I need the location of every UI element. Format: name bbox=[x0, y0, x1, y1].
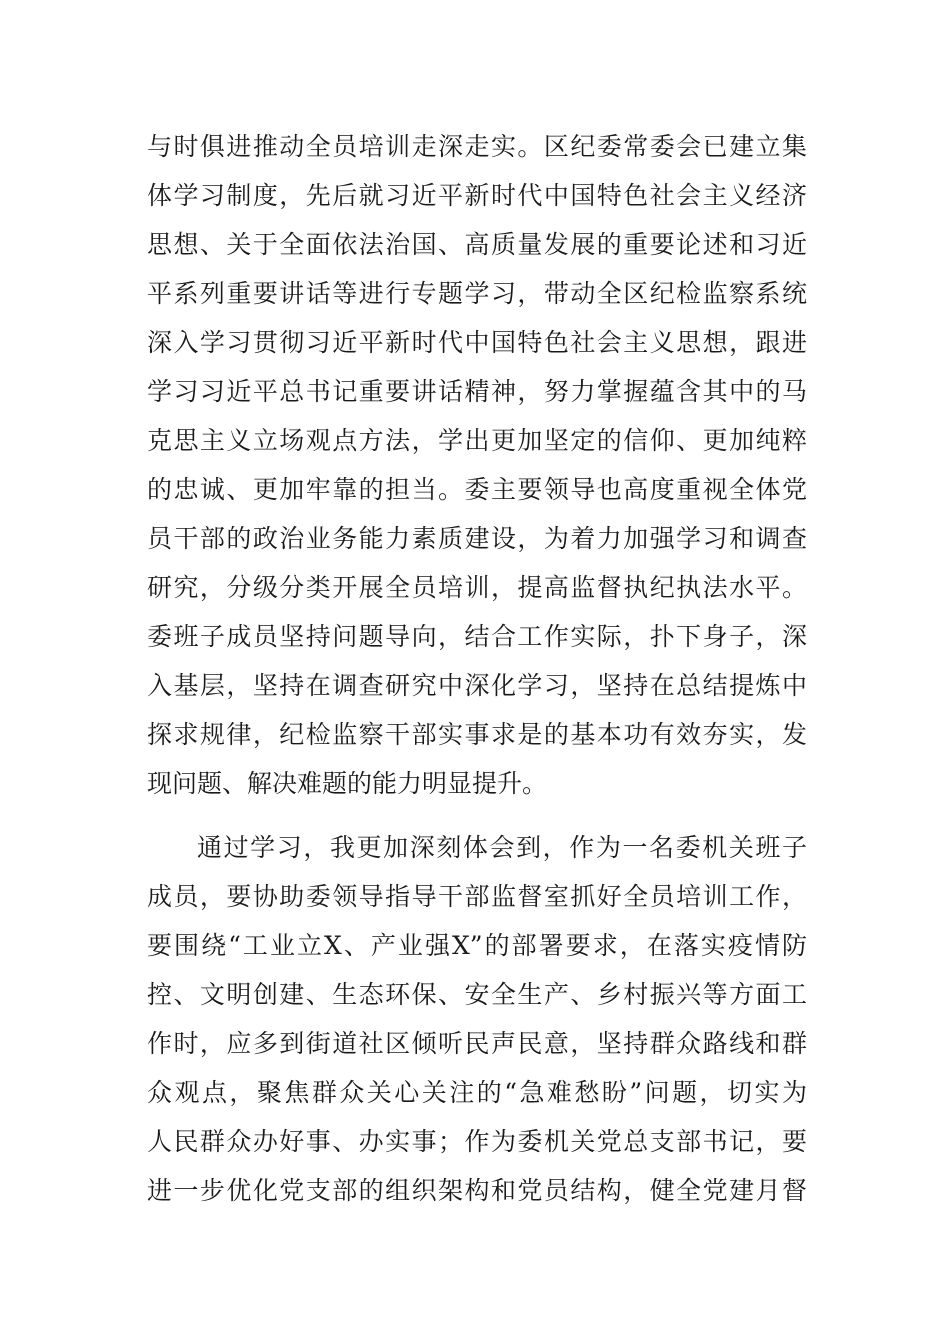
paragraph-1-line-11: 委班子成员坚持问题导向，结合工作实际，扑下身子，深 bbox=[147, 622, 807, 651]
paragraph-2-line-4: 控、文明创建、生态环保、安全生产、乡村振兴等方面工 bbox=[147, 980, 807, 1009]
paragraph-1-line-1: 与时俱进推动全员培训走深走实。区纪委常委会已建立集 bbox=[147, 132, 807, 161]
paragraph-2-line-3: 要围绕“工业立X、产业强X”的部署要求，在落实疫情防 bbox=[147, 931, 807, 960]
paragraph-1-line-8: 的忠诚、更加牢靠的担当。委主要领导也高度重视全体党 bbox=[147, 475, 807, 504]
paragraph-1-line-13: 探求规律，纪检监察干部实事求是的基本功有效夯实，发 bbox=[147, 720, 807, 749]
paragraph-1-line-12: 入基层，坚持在调查研究中深化学习，坚持在总结提炼中 bbox=[147, 671, 807, 700]
paragraph-2-line-7: 人民群众办好事、办实事；作为委机关党总支部书记，要 bbox=[147, 1127, 807, 1156]
paragraph-2-line-2: 成员，要协助委领导指导干部监督室抓好全员培训工作， bbox=[147, 882, 807, 911]
paragraph-1-line-10: 研究，分级分类开展全员培训，提高监督执纪执法水平。 bbox=[147, 573, 807, 602]
paragraph-1-line-3: 思想、关于全面依法治国、高质量发展的重要论述和习近 bbox=[147, 230, 807, 259]
paragraph-1-line-4: 平系列重要讲话等进行专题学习，带动全区纪检监察系统 bbox=[147, 279, 807, 308]
paragraph-2-line-8: 进一步优化党支部的组织架构和党员结构，健全党建月督 bbox=[147, 1176, 807, 1205]
paragraph-1-line-9: 员干部的政治业务能力素质建设，为着力加强学习和调查 bbox=[147, 524, 807, 553]
paragraph-2-line-5: 作时，应多到街道社区倾听民声民意，坚持群众路线和群 bbox=[147, 1029, 807, 1058]
paragraph-1-line-2: 体学习制度，先后就习近平新时代中国特色社会主义经济 bbox=[147, 181, 807, 210]
paragraph-1-line-5: 深入学习贯彻习近平新时代中国特色社会主义思想，跟进 bbox=[147, 328, 807, 357]
paragraph-1-line-6: 学习习近平总书记重要讲话精神，努力掌握蕴含其中的马 bbox=[147, 377, 807, 406]
paragraph-1-line-7: 克思主义立场观点方法，学出更加坚定的信仰、更加纯粹 bbox=[147, 426, 807, 455]
paragraph-2-line-1: 通过学习，我更加深刻体会到，作为一名委机关班子 bbox=[197, 833, 807, 862]
paragraph-2-line-6: 众观点，聚焦群众关心关注的“急难愁盼”问题，切实为 bbox=[147, 1078, 807, 1107]
paragraph-1-line-14: 现问题、解决难题的能力明显提升。 bbox=[147, 769, 548, 798]
